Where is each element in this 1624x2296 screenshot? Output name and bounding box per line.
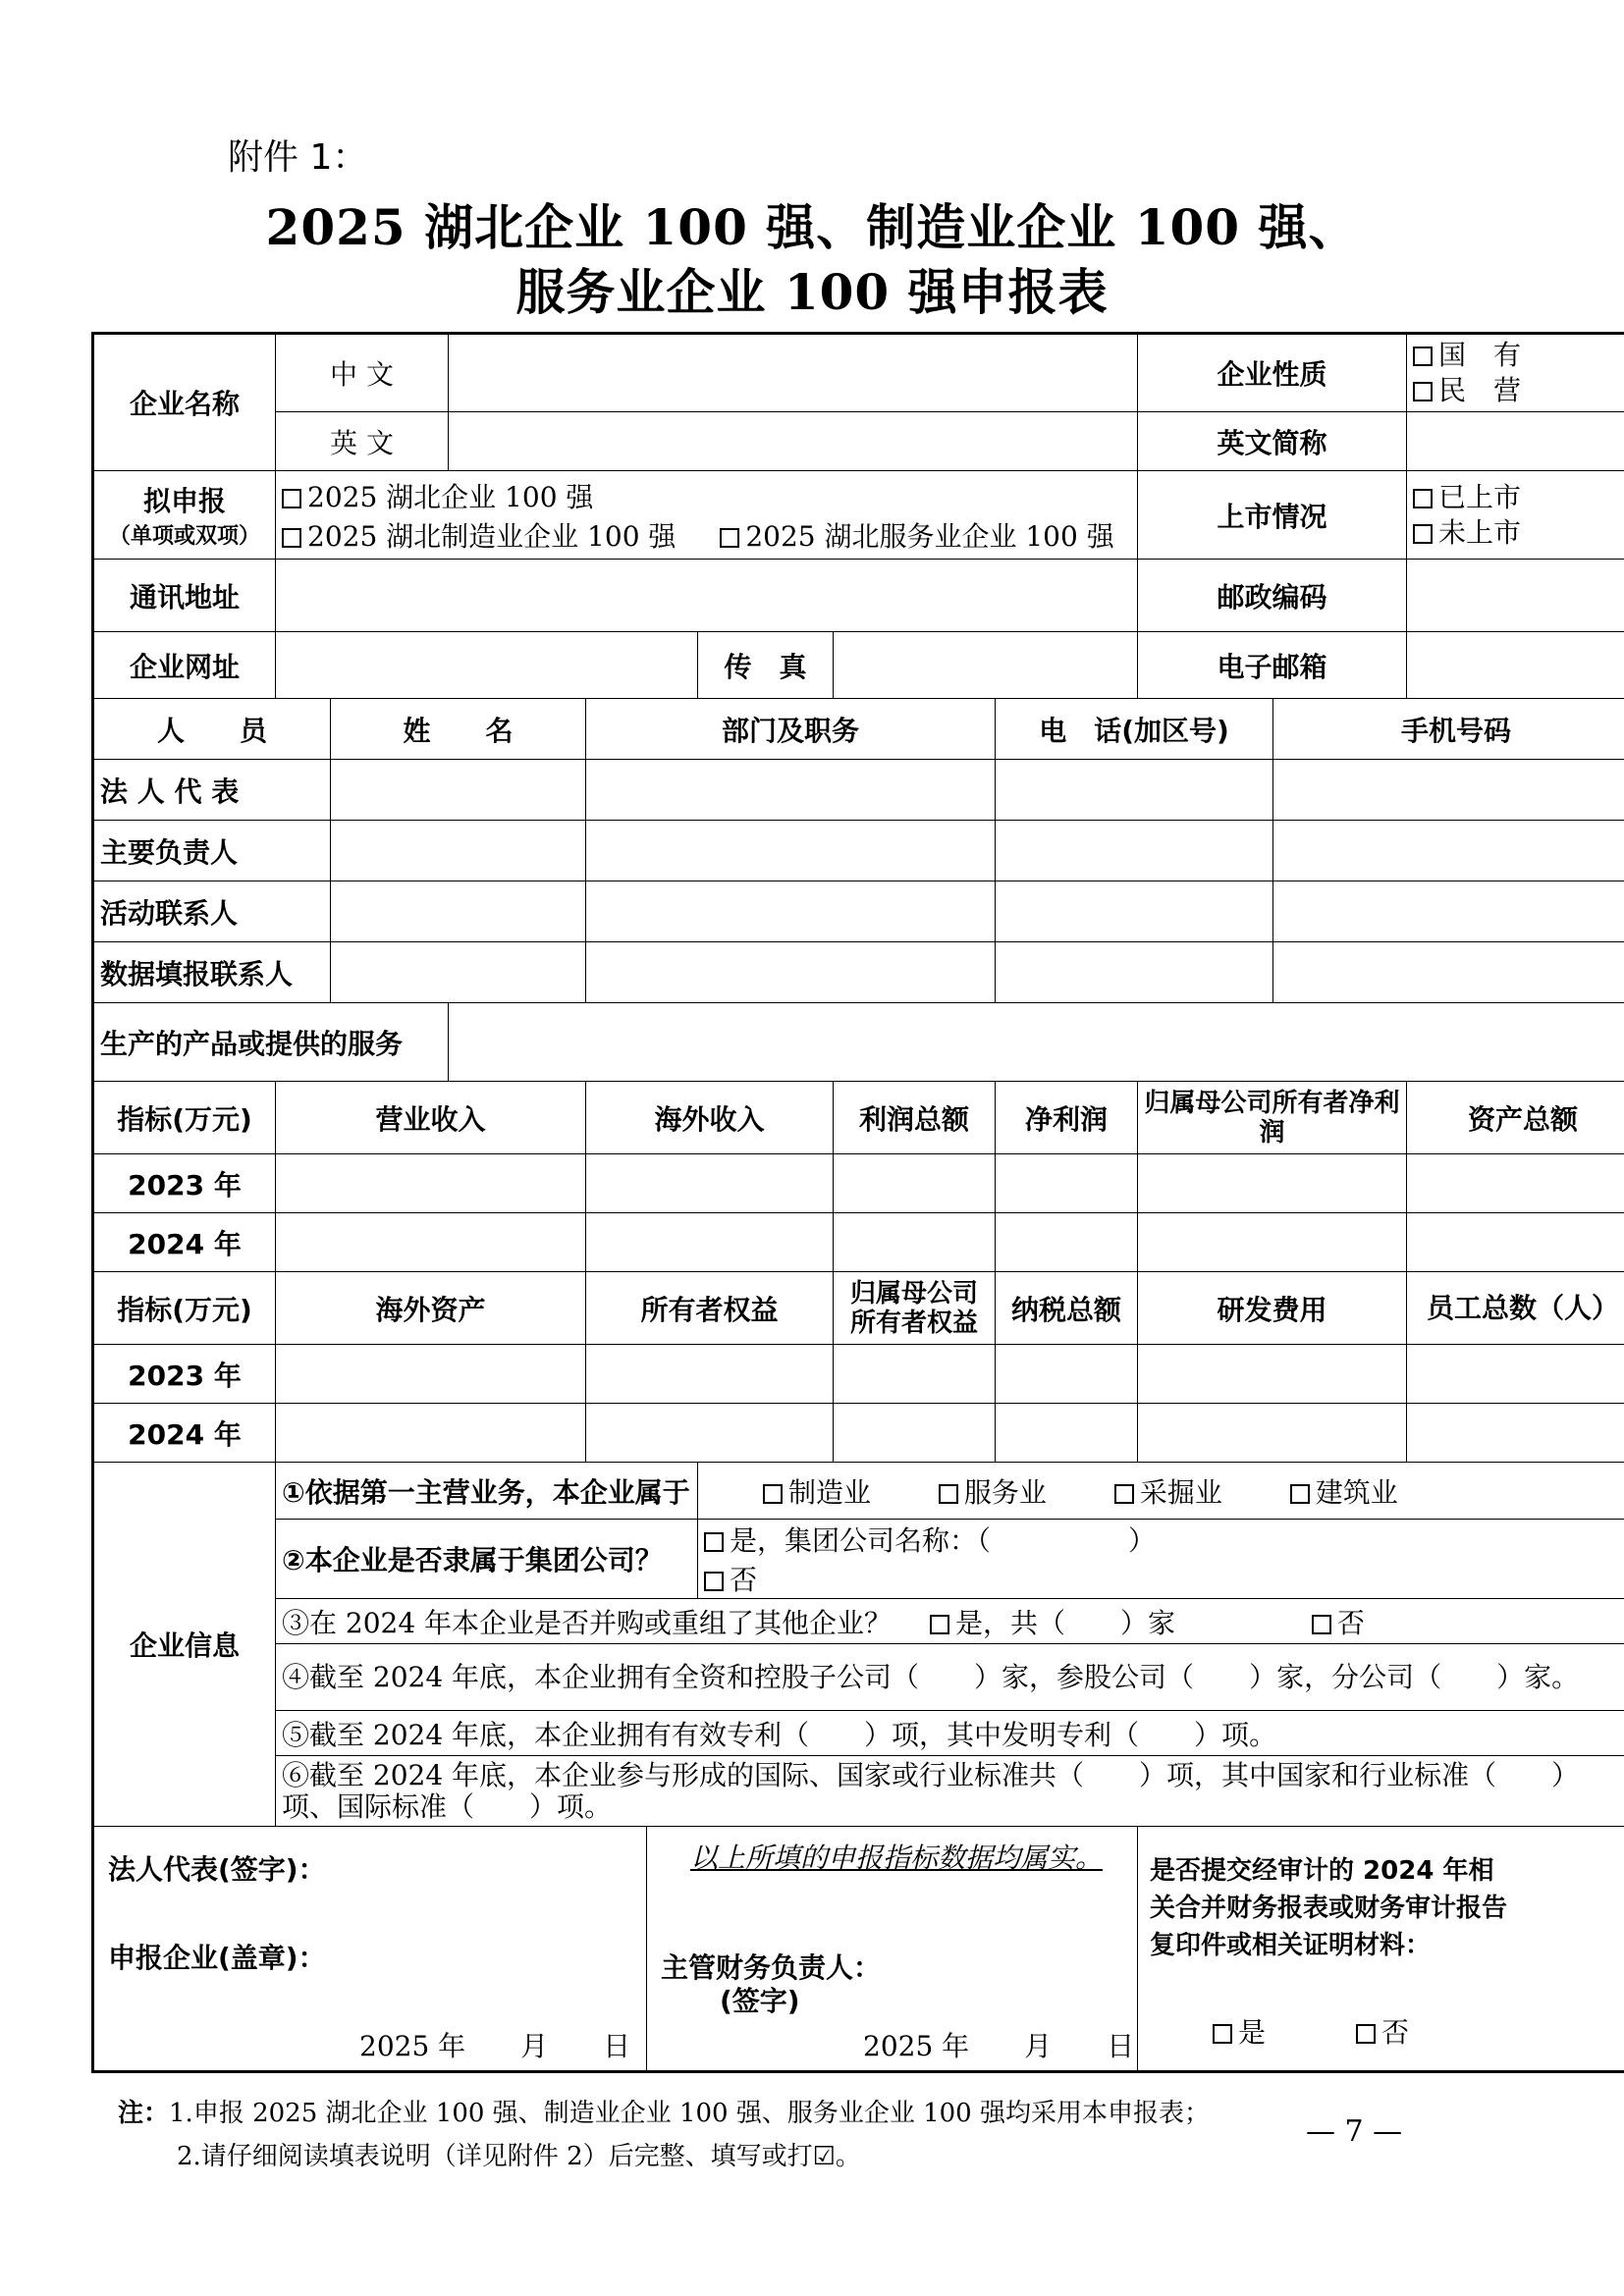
people-name-input[interactable]	[331, 821, 586, 881]
checkbox-icon	[1413, 489, 1433, 508]
people-phone-input[interactable]	[996, 760, 1273, 821]
checkbox-icon	[720, 528, 739, 548]
website-input[interactable]	[276, 632, 698, 699]
people-header-phone: 电 话(加区号)	[996, 699, 1273, 760]
email-input[interactable]	[1407, 632, 1624, 699]
checkbox-icon	[282, 489, 301, 508]
indicators1-header-total-profit: 利润总额	[834, 1082, 996, 1154]
value-input[interactable]	[1138, 1345, 1407, 1404]
people-role: 主要负责人	[93, 821, 331, 881]
q1-option-service[interactable]: 服务业	[939, 1476, 1047, 1509]
value-input[interactable]	[1138, 1213, 1407, 1272]
people-row	[93, 942, 1624, 1003]
people-mobile-input[interactable]	[1273, 881, 1624, 942]
indicators1-header-revenue: 营业收入	[276, 1082, 586, 1154]
signature-middle	[647, 1827, 1138, 2072]
value-input[interactable]	[1138, 1154, 1407, 1213]
indicators2-header-equity: 所有者权益	[586, 1272, 834, 1345]
value-input[interactable]	[996, 1404, 1138, 1463]
people-mobile-input[interactable]	[1273, 821, 1624, 881]
page-number: — 7 —	[1306, 2114, 1403, 2149]
value-input[interactable]	[276, 1154, 586, 1213]
apply-label-cell	[93, 471, 276, 560]
listing-option-unlisted[interactable]: 未上市	[1413, 515, 1624, 551]
value-input[interactable]	[996, 1213, 1138, 1272]
listing-options	[1407, 471, 1624, 560]
checkbox-icon	[1413, 347, 1433, 366]
signature-date-middle: 2025 年 月 日	[863, 2030, 1135, 2062]
nature-option-state[interactable]: 国 有	[1413, 338, 1624, 373]
info-q2: ②本企业是否隶属于集团公司？	[276, 1520, 698, 1599]
q3-option-no[interactable]: 否	[1312, 1607, 1365, 1639]
note-2: 2.请仔细阅读填表说明（详见附件 2）后完整、填写或打☑。	[177, 2142, 861, 2171]
email-label: 电子邮箱	[1138, 632, 1407, 699]
people-dept-input[interactable]	[586, 881, 996, 942]
checkbox-icon	[939, 1484, 958, 1504]
people-dept-input[interactable]	[586, 821, 996, 881]
checkbox-icon	[704, 1532, 724, 1552]
en-short-label: 英文简称	[1138, 412, 1407, 471]
value-input[interactable]	[276, 1213, 586, 1272]
indicators1-header-parent-net-profit: 归属母公司所有者净利润	[1138, 1082, 1407, 1154]
address-input[interactable]	[276, 560, 1138, 632]
indicators2-header-employees: 员工总数（人）	[1407, 1272, 1624, 1345]
info-q5: ⑤截至 2024 年底，本企业拥有有效专利（ ）项，其中发明专利（ ）项。	[276, 1711, 1624, 1756]
q2-option-yes[interactable]: 是，集团公司名称：（ ）	[704, 1520, 1624, 1559]
finance-head-label: 主管财务负责人：	[661, 1951, 882, 1984]
note-1: 1.申报 2025 湖北企业 100 强、制造业企业 100 强、服务业企业 100 强均采用本申报表；	[169, 2099, 1210, 2128]
en-name-label: 英 文	[276, 412, 449, 471]
q1-option-manufacturing[interactable]: 制造业	[763, 1476, 871, 1509]
checkbox-icon	[282, 528, 301, 548]
people-phone-input[interactable]	[996, 821, 1273, 881]
people-mobile-input[interactable]	[1273, 760, 1624, 821]
people-name-input[interactable]	[331, 760, 586, 821]
value-input[interactable]	[996, 1154, 1138, 1213]
info-q3-row	[276, 1599, 1624, 1644]
apply-option-overall[interactable]: 2025 湖北企业 100 强	[282, 476, 1131, 515]
people-row	[93, 881, 1624, 942]
info-q3: ③在 2024 年本企业是否并购或重组了其他企业？	[282, 1606, 893, 1639]
page-title-line2: 服务业企业 100 强申报表	[515, 263, 1109, 321]
indicators1-year: 2024 年	[93, 1213, 276, 1272]
indicators1-header-total-assets: 资产总额	[1407, 1082, 1624, 1154]
value-input[interactable]	[834, 1154, 996, 1213]
apply-option-manufacturing[interactable]: 2025 湖北制造业企业 100 强	[282, 520, 676, 553]
signature-left	[93, 1827, 647, 2072]
q1-option-mining[interactable]: 采掘业	[1114, 1476, 1222, 1509]
indicators1-header-unit: 指标(万元)	[93, 1082, 276, 1154]
en-short-input[interactable]	[1407, 412, 1624, 471]
people-role: 数据填报联系人	[93, 942, 331, 1003]
value-input[interactable]	[1407, 1404, 1624, 1463]
info-q4: ④截至 2024 年底，本企业拥有全资和控股子公司（ ）家，参股公司（ ）家，分公司（ ）家。	[276, 1644, 1624, 1711]
checkbox-icon	[704, 1572, 724, 1591]
value-input[interactable]	[586, 1404, 834, 1463]
people-mobile-input[interactable]	[1273, 942, 1624, 1003]
attachment-label: 附件 1：	[228, 137, 368, 178]
people-phone-input[interactable]	[996, 881, 1273, 942]
indicators2-header-parent-equity: 归属母公司所有者权益	[834, 1272, 996, 1345]
indicators2-header-overseas-assets: 海外资产	[276, 1272, 586, 1345]
info-q6: ⑥截至 2024 年底，本企业参与形成的国际、国家或行业标准共（ ）项，其中国家和行业标准（ ）项、国际标准（ ）项。	[276, 1756, 1624, 1827]
audit-option-yes[interactable]: 是	[1213, 2011, 1266, 2051]
page-title-line1: 2025 湖北企业 100 强、制造业企业 100 强、	[265, 198, 1359, 256]
checkbox-icon	[1213, 2024, 1232, 2044]
audit-option-no[interactable]: 否	[1356, 2011, 1409, 2051]
q2-option-no[interactable]: 否	[704, 1559, 1624, 1598]
value-input[interactable]	[586, 1213, 834, 1272]
checkbox-icon	[1413, 524, 1433, 544]
value-input[interactable]	[1407, 1213, 1624, 1272]
people-row	[93, 760, 1624, 821]
value-input[interactable]	[834, 1345, 996, 1404]
value-input[interactable]	[1138, 1404, 1407, 1463]
nature-label: 企业性质	[1138, 334, 1407, 412]
people-header-role: 人 员	[93, 699, 331, 760]
website-label: 企业网址	[93, 632, 276, 699]
application-form	[91, 332, 1624, 2073]
fax-input[interactable]	[834, 632, 1138, 699]
indicators1-row	[93, 1213, 1624, 1272]
signature-date-left: 2025 年 月 日	[359, 2030, 631, 2062]
listing-option-listed[interactable]: 已上市	[1413, 480, 1624, 515]
value-input[interactable]	[996, 1345, 1138, 1404]
indicators2-header-unit: 指标(万元)	[93, 1272, 276, 1345]
apply-label: 拟申报	[142, 485, 226, 517]
people-dept-input[interactable]	[586, 942, 996, 1003]
nature-option-private[interactable]: 民 营	[1413, 373, 1624, 408]
people-header-mobile: 手机号码	[1273, 699, 1624, 760]
people-role: 活动联系人	[93, 881, 331, 942]
declaration-text: 以上所填的申报指标数据均属实。	[690, 1842, 1104, 1874]
indicators1-header-overseas-revenue: 海外收入	[586, 1082, 834, 1154]
company-name-label: 企业名称	[93, 334, 276, 471]
postcode-label: 邮政编码	[1138, 560, 1407, 632]
apply-option-service[interactable]: 2025 湖北服务业企业 100 强	[720, 520, 1113, 553]
indicators1-year: 2023 年	[93, 1154, 276, 1213]
signature-right	[1138, 1827, 1624, 2072]
fax-label: 传 真	[698, 632, 834, 699]
checkbox-icon	[1290, 1484, 1310, 1504]
info-q1: ①依据第一主营业务，本企业属于	[276, 1463, 698, 1520]
apply-sub-label: （单项或双项）	[108, 524, 260, 549]
people-row	[93, 821, 1624, 881]
info-q1-options	[698, 1463, 1624, 1520]
value-input[interactable]	[1407, 1345, 1624, 1404]
note-prefix: 注：	[118, 2099, 170, 2128]
address-label: 通讯地址	[93, 560, 276, 632]
value-input[interactable]	[1407, 1154, 1624, 1213]
apply-options	[276, 471, 1138, 560]
q1-option-construction[interactable]: 建筑业	[1290, 1476, 1398, 1509]
value-input[interactable]	[586, 1345, 834, 1404]
audit-question: 是否提交经审计的 2024 年相关合并财务报表或财务审计报告复印件或相关证明材料：	[1150, 1856, 1508, 1960]
checkbox-icon	[1114, 1484, 1134, 1504]
indicators1-header-net-profit: 净利润	[996, 1082, 1138, 1154]
products-input[interactable]	[449, 1003, 1624, 1082]
indicators2-year: 2023 年	[93, 1345, 276, 1404]
indicators2-row	[93, 1404, 1624, 1463]
people-dept-input[interactable]	[586, 760, 996, 821]
checkbox-icon	[1356, 2024, 1376, 2044]
cn-name-label: 中 文	[276, 334, 449, 412]
listing-label: 上市情况	[1138, 471, 1407, 560]
people-header-name: 姓 名	[331, 699, 586, 760]
people-phone-input[interactable]	[996, 942, 1273, 1003]
value-input[interactable]	[276, 1404, 586, 1463]
note-line-1	[118, 2093, 1210, 2129]
info-label: 企业信息	[93, 1463, 276, 1827]
postcode-input[interactable]	[1407, 560, 1624, 632]
products-label: 生产的产品或提供的服务	[93, 1003, 449, 1082]
info-q2-options	[698, 1520, 1624, 1599]
checkbox-icon	[930, 1615, 949, 1634]
people-name-input[interactable]	[331, 881, 586, 942]
en-name-input[interactable]	[449, 412, 1138, 471]
finance-sign-label: (签字)	[720, 1985, 800, 2017]
company-seal-label: 申报企业(盖章)：	[108, 1942, 326, 1974]
legal-rep-signature-label: 法人代表(签字)：	[108, 1853, 326, 1886]
nature-options	[1407, 334, 1624, 412]
cn-name-input[interactable]	[449, 334, 1138, 412]
people-role: 法 人 代 表	[93, 760, 331, 821]
indicators2-year: 2024 年	[93, 1404, 276, 1463]
people-name-input[interactable]	[331, 942, 586, 1003]
indicators1-row	[93, 1154, 1624, 1213]
people-header-dept: 部门及职务	[586, 699, 996, 760]
value-input[interactable]	[834, 1213, 996, 1272]
q3-option-yes[interactable]: 是，共（ ）家	[930, 1607, 1175, 1639]
indicators2-row	[93, 1345, 1624, 1404]
checkbox-icon	[1413, 382, 1433, 401]
checkbox-icon	[763, 1484, 783, 1504]
value-input[interactable]	[586, 1154, 834, 1213]
value-input[interactable]	[834, 1404, 996, 1463]
value-input[interactable]	[276, 1345, 586, 1404]
indicators2-header-rd: 研发费用	[1138, 1272, 1407, 1345]
indicators2-header-tax: 纳税总额	[996, 1272, 1138, 1345]
checkbox-icon	[1312, 1615, 1331, 1634]
